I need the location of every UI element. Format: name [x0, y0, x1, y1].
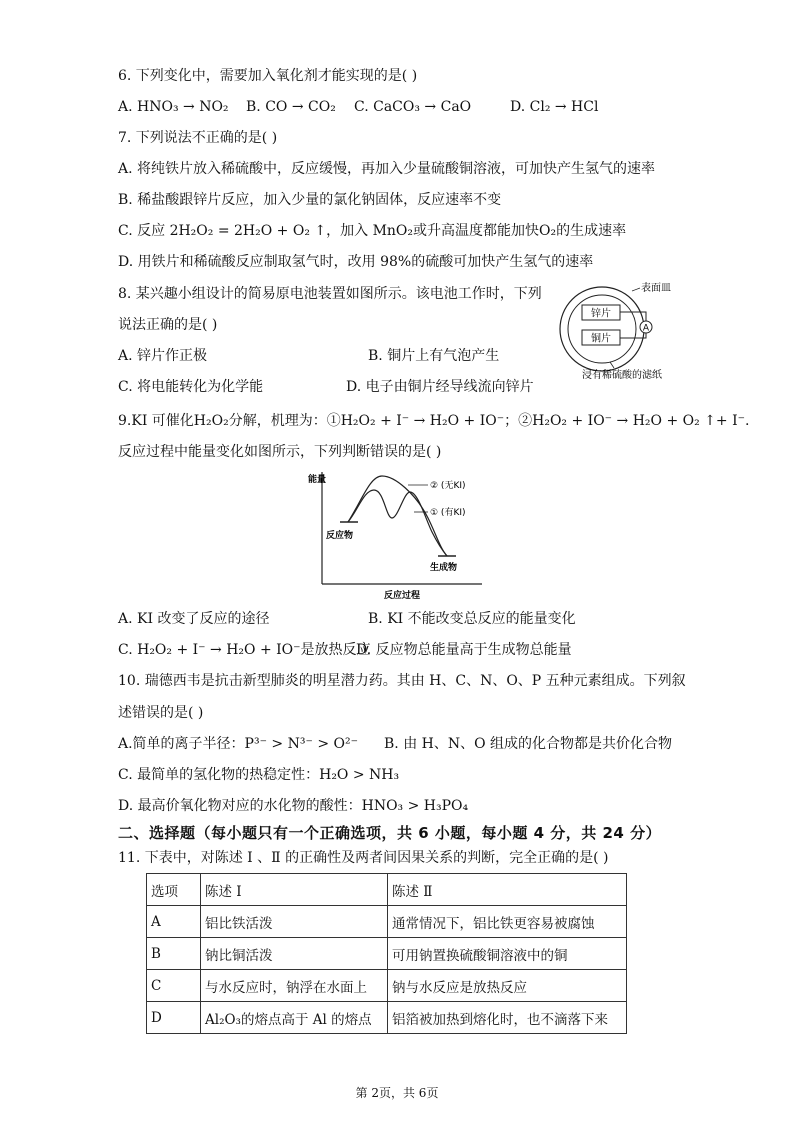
q8-stem-line2: 说法正确的是( ): [118, 317, 218, 333]
table-header-cell: 陈述 Ⅰ: [201, 874, 388, 906]
q11-stem: 11. 下表中，对陈述 Ⅰ 、Ⅱ 的正确性及两者间因果关系的判断，完全正确的是( ): [118, 850, 609, 866]
q7-stem: 7. 下列说法不正确的是( ): [118, 130, 278, 146]
table-cell: A: [147, 906, 201, 938]
q10-stem-line1: 10. 瑞德西韦是抗击新型肺炎的明星潜力药。其由 H、C、N、O、P 五种元素组成。下列叙: [118, 673, 686, 689]
q8-option-d: D. 电子由铜片经导线流向锌片: [346, 379, 534, 395]
q8-option-a: A. 锌片作正极: [118, 348, 208, 364]
energy-profile-diagram: [300, 470, 500, 602]
curve-with-ki: [348, 490, 447, 556]
q8-option-c: C. 将电能转化为化学能: [118, 379, 264, 395]
curve1-label: ① (有KI): [430, 508, 466, 518]
curve2-label: ② (无KI): [430, 481, 466, 491]
table-row: [147, 938, 627, 970]
product-label: 生成物: [430, 563, 458, 573]
q11-table: [146, 873, 627, 1034]
table-cell: 钠与水反应是放热反应: [388, 970, 627, 1002]
table-cell: C: [147, 970, 201, 1002]
x-axis-label: 反应过程: [384, 591, 421, 601]
table-row: [147, 1002, 627, 1034]
q9-option-d: D. 反应物总能量高于生成物总能量: [356, 642, 572, 658]
table-row: [147, 970, 627, 1002]
q10-option-b: B. 由 H、N、O 组成的化合物都是共价化合物: [384, 736, 673, 752]
table-cell: B: [147, 938, 201, 970]
dish-pointer: [632, 288, 640, 291]
q10-option-d: D. 最高价氧化物对应的水化物的酸性：HNO₃ > H₃PO₄: [118, 798, 469, 814]
q7-option-a: A. 将纯铁片放入稀硫酸中，反应缓慢，再加入少量硫酸铜溶液，可加快产生氢气的速率: [118, 161, 656, 177]
q10-stem-line2: 述错误的是( ): [118, 705, 204, 721]
q7-option-d: D. 用铁片和稀硫酸反应制取氢气时，改用 98%的硫酸可加快产生氢气的速率: [118, 254, 594, 270]
table-cell: 钠比铜活泼: [201, 938, 388, 970]
q6-option-c: C. CaCO₃ → CaO: [354, 99, 472, 115]
paper-pointer: [610, 362, 614, 368]
q9-mechanism: 9.KI 可催化H₂O₂分解，机理为：①H₂O₂ + I⁻ → H₂O + IO⁻；②H₂O₂ + IO⁻ → H₂O + O₂ ↑+ I⁻.: [118, 413, 750, 429]
dish-label: 表面皿: [641, 283, 671, 294]
q10-option-c: C. 最简单的氢化物的热稳定性：H₂O > NH₃: [118, 767, 400, 783]
table-cell: 铝箔被加热到熔化时，也不滴落下来: [388, 1002, 627, 1034]
q9-option-c: C. H₂O₂ + I⁻ → H₂O + IO⁻是放热反应: [118, 642, 371, 658]
reactant-label: 反应物: [326, 531, 354, 541]
wire-bottom: [620, 333, 646, 338]
table-cell: 可用钠置换硫酸铜溶液中的铜: [388, 938, 627, 970]
q9-option-b: B. KI 不能改变总反应的能量变化: [368, 611, 576, 627]
watch-glass-outer: [560, 287, 644, 371]
q6-option-d: D. Cl₂ → HCl: [510, 99, 599, 115]
q9-option-a: A. KI 改变了反应的途径: [118, 611, 270, 627]
copper-label: 铜片: [591, 333, 611, 345]
table-header-row: [147, 874, 627, 906]
zinc-label: 锌片: [591, 308, 611, 320]
y-axis-label: [308, 473, 326, 485]
page-footer: 第 2页，共 6页: [355, 1086, 439, 1100]
q7-option-b: B. 稀盐酸跟锌片反应，加入少量的氯化钠固体，反应速率不变: [118, 192, 502, 208]
table-cell: 铝比铁活泼: [201, 906, 388, 938]
table-cell: 与水反应时，钠浮在水面上: [201, 970, 388, 1002]
q8-stem-line1: 8. 某兴趣小组设计的简易原电池装置如图所示。该电池工作时，下列: [118, 286, 542, 302]
q9-stem: 反应过程中能量变化如图所示，下列判断错误的是( ): [118, 444, 442, 460]
ammeter-label: A: [642, 323, 650, 334]
q10-option-a: A.简单的离子半径：P³⁻ > N³⁻ > O²⁻: [118, 736, 358, 752]
table-row: [147, 906, 627, 938]
y-axis-label-text: 能量: [308, 475, 327, 485]
q6-option-b: B. CO → CO₂: [246, 99, 336, 115]
battery-diagram: [548, 282, 688, 380]
section-heading: 二、选择题（每小题只有一个正确选项，共 6 小题，每小题 4 分，共 24 分）: [118, 824, 662, 842]
table-cell: 通常情况下，铝比铁更容易被腐蚀: [388, 906, 627, 938]
q6-stem: 6. 下列变化中，需要加入氧化剂才能实现的是( ): [118, 68, 418, 84]
table-cell: Al₂O₃的熔点高于 Al 的熔点: [201, 1002, 388, 1034]
q7-option-c: C. 反应 2H₂O₂ = 2H₂O + O₂ ↑，加入 MnO₂或升高温度都能加快O₂的生成速率: [118, 223, 627, 239]
table-header-cell: 选项: [147, 874, 201, 906]
q6-option-a: A. HNO₃ → NO₂: [118, 99, 229, 115]
table-cell: D: [147, 1002, 201, 1034]
table-header-cell: 陈述 Ⅱ: [388, 874, 627, 906]
q8-option-b: B. 铜片上有气泡产生: [368, 348, 500, 364]
paper-label: 浸有稀硫酸的滤纸: [582, 370, 662, 380]
